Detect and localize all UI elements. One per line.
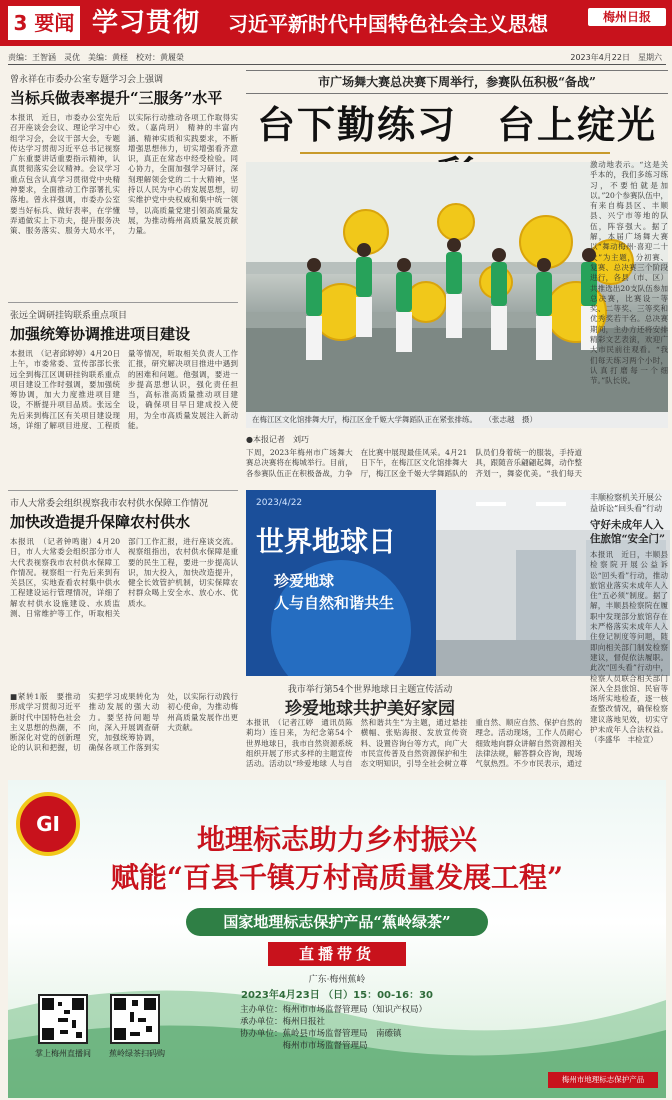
qr-label-shop: 蕉岭绿茶扫码购 — [109, 1049, 165, 1058]
feature-body: 下周，2023年梅州市广场舞大赛总决赛将在梅城举行。目前，各参赛队伍正在积极备战，力争在比赛中展现最佳风采。4月21日下午，在梅江区文化馆排舞大厅，梅江区金千姬大学舞蹈队的队员们身着统一的服装，手持道具，跟随音乐翩翩起舞，动作整齐划一，舞姿优美。“我们每天 — [246, 448, 582, 478]
photo-caption: 在梅江区文化馆排舞大厅，梅江区金千姬大学舞蹈队正在紧张排练。 （张志越 摄） — [246, 412, 668, 428]
side-article — [590, 492, 668, 758]
continued-article: ■紧转1版 要推动形成学习贯彻习近平新时代中国特色社会主义思想的热潮，不断深化对党的创新理论的认识和把握，切实把学习成果转化为推动发展的强大动力。要坚持问题导向，深入开展调查研究，加强统筹协调，确保各项工作落到实处，以实际行动践行初心使命，为推动梅州高质量发展作出更大贡献。 — [10, 692, 238, 753]
article-1-body — [10, 113, 238, 305]
ad-location: 广东·梅州蕉岭 — [308, 975, 366, 985]
poster-line-2: 人与自然和谐共生 — [274, 594, 395, 612]
divider — [8, 302, 238, 303]
qr-label-live: 掌上梅州直播间 — [35, 1049, 91, 1058]
feature-body-right: 激动地表示。“这是关乎本的，我们多练习练习，不要怕就是加以。”20个参赛队伍中，有来自梅县区、丰顺县、兴宁市等地的队伍，阵容强大。据了解，本届广场舞大赛以“舞动梅州·喜迎二十大”为主题，分初赛、复赛、总决赛三个阶段进行，各县（市、区）共推选出20支队伍参加总决赛，比赛设一等奖、二等奖、三等奖和优秀奖若干名。总决赛期间，主办方还将安排精彩文艺表演，欢迎广大市民前往观看。“我们每天练习两个小时，认真打磨每一个细节。”队长说。 — [590, 160, 668, 386]
gi-badge: GI — [36, 812, 60, 836]
article-3 — [10, 496, 238, 703]
side-body: 本报讯 近日，丰顺县检察院开展公益诉讼“回头看”行动，推动旅馆业落实未成年人入住“五必须”制度。据了解，丰顺县检察院在履职中发现部分旅馆存在未严格落实未成年人入住登记制度等问题，随即向相关部门制发检察建议，督促依法履职。此次“回头看”行动中，检察人员联合相关部门深入全县旅馆、民宿等场所实地检查，逐一核查整改情况，确保检察建议落地见效，切实守护未成年人合法权益。（李盛华 丰检宣） — [590, 550, 668, 745]
article-2-body: 本报讯 （记者邱婷婷）4月20日上午，市委常委、宣传部部长张远全到梅江区调研挂钩联系重点项目建设工作时强调，要加强统筹协调，加大力度推进项目建设，不断提升项目品质。张远全先后来到梅江区有关项目建设现场，详细了解项目进度、工程质量等情况，听取相关负责人工作汇报，研究解决项目推进中遇到的困难和问题。他强调，要进一步提高思想认识，强化责任担当，高标准高质量推动项目建设，确保项目早日建成投入使用，为全市高质量发展注入新动能。 — [10, 349, 238, 431]
organizer-line: 协办单位：蕉岭县市场监督管理局 南礤镇 — [240, 1029, 402, 1039]
paper-logo: 梅州日报 — [588, 8, 666, 26]
article-1-headline: 当标兵做表率提升“三服务”水平 — [10, 89, 223, 107]
editors-line: 责编：王智涵 灵优 美编：黄柽 校对：黄履榮 — [8, 53, 184, 62]
dateline: 2023年4月22日 星期六 — [570, 53, 662, 62]
organizer-line: 主办单位：梅州市市场监督管理局（知识产权局） — [240, 1005, 428, 1015]
poster-line-1: 珍爱地球 — [274, 572, 335, 590]
article-2 — [10, 308, 238, 491]
article-3-headline: 加快改造提升保障农村供水 — [10, 513, 191, 531]
article-1-text-2: 精神的丰富内涵、精神实质和实践要求，不断增强思想伟力，切实增强看齐意识，真正在常态中经受检验。同心协力，全面加强学习研讨，深刻理解领会党的二十大精神，坚持以人民为中心的发展思想，切实维护党中央权威和集中统一领导，以高质量党建引领高质量发展，为推动梅州高质量发展贡献力量。 — [128, 123, 238, 236]
page-label: 3 要闻 — [8, 6, 80, 40]
banner-subtitle: 习近平新时代中国特色社会主义思想 — [228, 12, 548, 36]
article-1 — [10, 72, 238, 305]
qr-icon — [40, 996, 86, 1042]
article-1-text: 本报讯 近日，市委办公室先后召开座谈会会议、理论学习中心组学习会，会议干部大会，专题传达学习贯彻习近平总书记视察广东重要讲话重要指示精神，认真贯彻落实会议精神。会议学习重点包含认真学习贯彻党中央精神要求，全面推动工作部署扎实落地。曾永祥强调，市委办公室要当好标兵、做好表率，在学懂弄通做实上下功夫，提升服务决策、服务落实、服务大局水平，以实际行动推动各项工作取得实效。（嘉尚玥） — [10, 113, 238, 236]
ad-headline-1: 地理标志助力乡村振兴 — [196, 823, 477, 856]
earth-day-kicker: 我市举行第54个世界地球日主题宣传活动 — [287, 685, 453, 695]
geographical-indication-ad — [8, 780, 666, 1098]
organizer-line: 梅州市市场监督管理局 — [240, 1041, 368, 1051]
side-kicker: 丰顺检察机关开展公益诉讼“回头看”行动 — [590, 493, 663, 513]
article-1-kicker: 曾永祥在市委办公室专题学习会上强调 — [10, 75, 164, 85]
poster-date: 2023/4/22 — [256, 498, 303, 508]
qr-icon — [112, 996, 158, 1042]
banner-title: 学习贯彻 — [92, 8, 201, 38]
article-2-kicker: 张远全调研挂钩联系重点项目 — [10, 311, 128, 321]
article-3-body: 本报讯 （记者钟鸣谢）4月20日，市人大常委会组织部分市人大代表视察我市农村供水保障工作情况。视察组一行先后来到有关县区，实地查看农村集中供水工程建设运行管理情况，详细了解农村供水设施建设、水质监测、日常维护等工作，听取相关部门工作汇报，进行座谈交流。视察组指出，农村供水保障是重要的民生工程，要进一步提高认识，加大投入，加快改造提升，健全长效管护机制，切实保障农村群众喝上安全水、放心水、优质水。 — [10, 537, 238, 619]
header-divider — [8, 64, 666, 65]
masthead — [0, 0, 672, 46]
feature-lead-line: 市广场舞大赛总决赛下周举行，参赛队伍积极“备战” — [246, 70, 668, 94]
earth-day-article — [246, 682, 494, 721]
qr-code-shop[interactable] — [110, 994, 160, 1044]
article-2-headline: 加强统筹协调推进项目建设 — [10, 325, 191, 343]
divider — [8, 490, 238, 491]
poster-title: 世界地球日 — [256, 525, 397, 558]
earth-day-headline: 珍爱地球共护美好家园 — [285, 699, 455, 719]
ad-date: 2023年4月23日 （日）15：00-16：30 — [240, 990, 433, 1001]
ad-product-pill: 国家地理标志保护产品“蕉岭绿茶” — [186, 908, 488, 936]
ad-headline-2: 赋能“百县千镇万村高质量发展工程” — [110, 861, 564, 894]
article-3-kicker: 市人大常委会组织视察我市农村供水保障工作情况 — [10, 499, 209, 509]
feature-byline: ●本报记者 刘巧 — [246, 435, 309, 444]
feature-headline: 台下勤练习 台上绽光 — [256, 102, 657, 147]
feature-article — [246, 434, 582, 488]
headline-underline — [300, 152, 610, 154]
qr-code-live[interactable] — [38, 994, 88, 1044]
ad-organizers — [240, 1004, 560, 1052]
organizer-line: 承办单位：梅州日报社 — [240, 1017, 326, 1027]
side-headline: 守好未成年人入住旅馆“安全门” — [590, 519, 666, 545]
ad-corner-tag: 梅州市地理标志保护产品 — [548, 1072, 658, 1088]
earth-day-body: 本报讯 （记者江婷 通讯员陈莉均）连日来，为纪念第54个世界地球日，我市自然资源系统组织开展了形式多样的主题宣传活动。活动以“珍爱地球 人与自然和谐共生”为主题，通过悬挂横幅、张贴海报、发放宣传资料、设置咨询台等方式，向广大市民宣传普及自然资源保护和生态文明知识，引导全社会树立尊重自然、顺应自然、保护自然的理念。活动现场，工作人员耐心细致地向群众讲解自然资源相关法律法规，解答群众咨询，现场气氛热烈。不少市民表示，通过 — [246, 718, 582, 769]
live-badge: 直播带货 — [268, 942, 406, 966]
